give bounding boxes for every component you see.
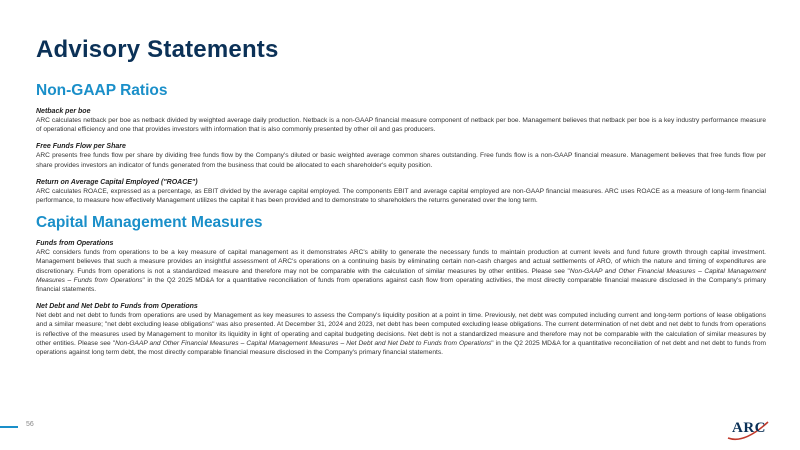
body-text: " in the Q2 2025 MD&A for a quantitative reconciliation of net debt and net debt to funds from operations against long term debt, the most directly comparable financial measure disclosed in the Company's primary financial statements. [36, 339, 766, 357]
body-italic-reference: Non-GAAP and Other Financial Measures – Capital Management Measures – Funds from Operations [36, 267, 766, 284]
page-number: 56 [26, 421, 34, 428]
body-italic-reference: Non-GAAP and Other Financial Measures – Capital Management Measures – Net Debt and Net Debt to Funds from Operations [115, 339, 492, 347]
item-roace [36, 178, 766, 205]
body-text: " in the Q2 2025 MD&A for a quantitative reconciliation of funds from operations against cash flow from operating activities, the most directly comparable financial measure disclosed in the Company's primary financial statements. [36, 276, 767, 294]
item-free-funds-flow-per-share [36, 142, 766, 169]
item-body [36, 311, 766, 357]
page-title: Advisory Statements [36, 36, 279, 63]
arc-logo [724, 416, 772, 444]
item-title: Funds from Operations [36, 240, 114, 248]
body-text: ARC considers funds from operations to be a key measure of capital management as it demonstrates ARC's ability to generate the necessary funds to maintain production at current levels and fund future growth through capital investment. Management believes that such a measure provides an insightful assessment of ARC's operations on a continuing basis by eliminating certain non-cash charges and actual settlements of ARO, of which the nature and timing of expenditures are discretionary. Funds from operations is not a standardized measure and therefore may not be comparable with the calculation of similar measures by other entities. Please see " [36, 249, 766, 275]
item-funds-from-operations [36, 239, 766, 294]
item-title: Free Funds Flow per Share [36, 143, 126, 151]
body-text: Net debt and net debt to funds from operations are used by Management as key measures to assess the Company's liquidity position at a point in time. Previously, net debt was computed including current and long-term portions of lease obligations and a similar measure; "net debt excluding lease obligations" was also presented. At December 31, 2024 and 2023, net debt has been computed excluding lease obligations. The current determination of net debt and net debt to funds from operations is reflective of the measures used by Management to monitor its liquidity in light of operating and capital budgeting decisions. Net debt is not a standardized measure and therefore may not be comparable with the calculation of similar measures by other entities. Please see " [36, 312, 766, 347]
section-heading-non-gaap-ratios: Non-GAAP Ratios [36, 82, 168, 99]
item-body [36, 248, 766, 294]
item-title: Netback per boe [36, 108, 91, 115]
item-body: ARC calculates ROACE, expressed as a percentage, as EBIT divided by the average capital employed. The components EBIT and average capital employed are non-GAAP financial measures. ARC uses ROACE as a measure of long-term financial performance, to measure how effectively Management utilizes the capital it has been provided and to demonstrate to shareholders the returns generated over the long term. [36, 187, 766, 205]
logo-text: ARC [732, 420, 766, 436]
item-body: ARC calculates netback per boe as netback divided by weighted average daily production. Netback is a non-GAAP financial measure component of netback per boe. Management believes that netback per boe is a key industry performance measure of operational efficiency and one that provides investors with information that is also commonly presented by other oil and gas producers. [36, 117, 766, 134]
item-netback-per-boe [36, 107, 766, 134]
item-body: ARC presents free funds flow per share by dividing free funds flow by the Company's diluted or basic weighted average common shares outstanding. Free funds flow is a non-GAAP financial measure. Management believes that free funds flow per share provides investors an indicator of funds generated from the business that could be allocated to each shareholder's equity position. [36, 152, 766, 169]
item-title: Net Debt and Net Debt to Funds from Operations [36, 303, 198, 311]
section-heading-capital-management-measures: Capital Management Measures [36, 214, 263, 232]
item-net-debt [36, 302, 766, 357]
item-title: Return on Average Capital Employed ("ROACE") [36, 178, 198, 186]
footer-accent-line [0, 426, 18, 428]
advisory-content [36, 82, 766, 365]
